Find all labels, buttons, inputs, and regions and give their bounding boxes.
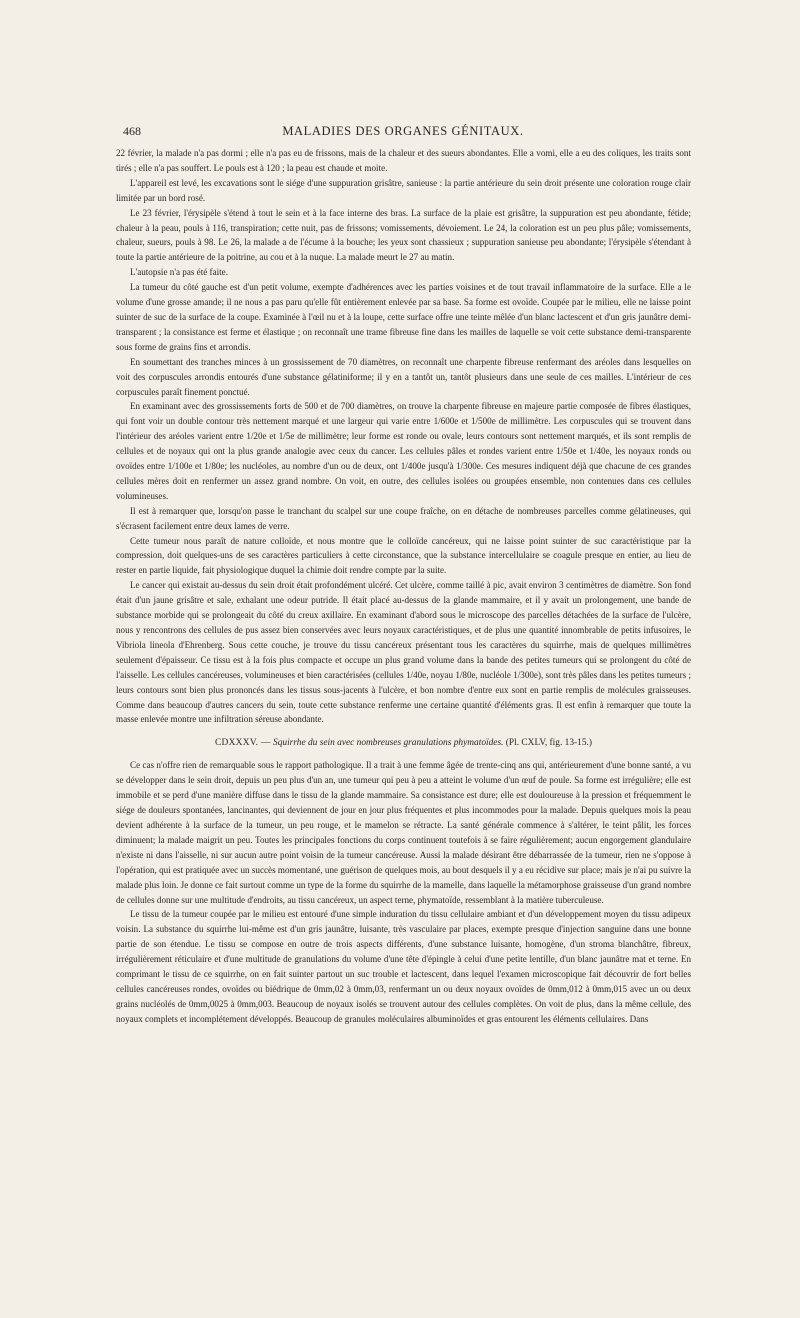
page-header <box>123 124 683 142</box>
section-reference: (Pl. CXLV, fig. 13-15.) <box>505 738 592 749</box>
paragraph: Le tissu de la tumeur coupée par le milieu est entouré d'une simple induration du tissu cellulaire ambiant et d'un développement moyen du tissu adipeux voisin. La substance du squirrhe lui-même est d'un gris jaunâtre, luisante, très vasculaire par places, exempte presque d'injection sanguine dans une bonne partie de son étendue. Le tissu se compose en outre de trois aspects différents, d'une substance luisante, homogène, d'un stroma blanchâtre, fibreux, irrégulièrement réticulaire et d'une multitude de granulations du volume d'une tête d'épingle à celui d'une petite lentille, d'un blanc jaunâtre mat et terne. En comprimant le tissu de ce squirrhe, on en fait suinter partout un suc trouble et lactescent, dans lequel l'examen microscopique fait découvrir de fort belles cellules cancéreuses rondes, ovoïdes ou biédrique de 0mm,02 à 0mm,03, renfermant un ou deux noyaux ovoïdes de 0mm,012 à 0mm,015 avec un ou deux grains nucléolés de 0mm,0025 à 0mm,003. Beaucoup de noyaux isolés se trouvent autour des cellules complètes. On voit de plus, dans la même cellule, des noyaux complets et incomplétement développés. Beaucoup de granules moléculaires albuminoïdes et gras entourent les éléments cellulaires. Dans <box>116 909 691 1024</box>
page-number: 468 <box>123 124 141 138</box>
paragraphs-after-section <box>116 758 691 1026</box>
text-body <box>116 146 691 1027</box>
paragraph: Il est à remarquer que, lorsqu'on passe le tranchant du scalpel sur une coupe fraîche, on en détache de nombreuses parcelles comme gélatineuses, qui s'écrasent facilement entre deux lames de verre. <box>116 505 691 531</box>
paragraph: Cette tumeur nous paraît de nature colloïde, et nous montre que le colloïde cancéreux, qui ne laisse point suinter de suc caractéristique par la compression, doit quelques-uns de ses caractères particuliers à cette circonstance, que la substance intercellulaire se coagule presque en entier, au lieu de rester en partie liquide, fait physiologique duquel la chimie doit rendre compte par la suite. <box>116 535 691 576</box>
paragraph: En soumettant des tranches minces à un grossissement de 70 diamètres, on reconnaît une charpente fibreuse renfermant des aréoles dans lesquelles on voit des corpuscules arrondis entourés d'une substance gélatiniforme; il y en a tantôt un, tantôt plusieurs dans une seule de ces mailles. L'intérieur de ces corpuscules paraît finement ponctué. <box>116 356 691 397</box>
paragraphs-before-section <box>116 146 691 727</box>
section-title: Squirrhe du sein avec nombreuses granulations phymatoïdes. <box>273 738 504 749</box>
paragraph: Ce cas n'offre rien de remarquable sous le rapport pathologique. Il a trait à une femme âgée de trente-cinq ans qui, antérieurement d'une bonne santé, a vu se développer dans le sein droit, depuis un peu plus d'un an, une tumeur qui peu à peu a atteint le volume d'un œuf de poule. Sa forme est irrégulière; elle est immobile et se perd d'une manière diffuse dans le tissu de la glande mammaire. Sa consistance est dure; elle est douloureuse à la pression et fréquemment le siége de douleurs spontanées, lancinantes, qui deviennent de jour en jour plus fréquentes et plus incommodes pour la malade. Depuis quelques mois la peau devient adhérente à la surface de la tumeur, un peu rouge, et le mamelon se rétracte. La santé générale commence à s'altérer, le teint pâlit, les forces diminuent; la malade maigrit un peu. Toutes les principales fonctions du corps continuent toutefois à se faire régulièrement; aucun engorgement glandulaire n'existe ni dans l'aisselle, ni sur aucun autre point voisin de la tumeur cancéreuse. Aussi la malade désirant être débarrassée de la tumeur, rien ne s'oppose à l'opération, qui est pratiquée avec un succès momentané, une guérison de quelques mois, au bout desquels il y a eu récidive sur place; mais je n'ai pu suivre la malade plus loin. Je donne ce fait surtout comme un type de la forme du squirrhe de la mamelle, dans laquelle la métamorphose graisseuse d'un grand nombre de cellules donne sur une multitude d'endroits, au tissu cancéreux, un aspect terne, phymatoïde, ressemblant à la matière tuberculeuse. <box>116 760 691 905</box>
paragraph: La tumeur du côté gauche est d'un petit volume, exempte d'adhérences avec les parties voisines et de tout travail inflammatoire de la surface. Elle a le volume d'une grosse amande; il ne nous a pas paru qu'elle fût entièrement enlevée par sa base. Sa forme est ovoïde. Coupée par le milieu, elle ne laisse point suinter de suc de la surface de la coupe. Examinée à l'œil nu et à la loupe, cette surface offre une teinte mêlée d'un blanc lactescent et d'un gris jaunâtre demi-transparent ; la consistance est ferme et élastique ; on reconnaît une trame fibreuse fine dans les mailles de laquelle se voit cette substance demi-transparente sous forme de grains fins et arrondis. <box>116 282 691 352</box>
paragraph: En examinant avec des grossissements forts de 500 et de 700 diamètres, on trouve la charpente fibreuse en majeure partie composée de fibres élastiques, qui font voir un double contour très nettement marqué et une largeur qui varie entre 1/600e et 1/500e de millimètre. Les corpuscules qui se trouvent dans l'intérieur des aréoles varient entre 1/20e et 1/5e de millimètre; leur forme est ronde ou ovale, leurs contours sont nettement marqués, et ils sont remplis de cellules et de noyaux qui ont la plus grande analogie avec ceux du cancer. Les cellules pâles et rondes varient entre 1/50e et 1/40e, les noyaux ronds ou ovoïdes entre 1/100e et 1/80e; les nucléoles, au nombre d'un ou de deux, ont 1/400e jusqu'à 1/300e. Ces mesures indiquent déjà que chacune de ces grandes cellules mères doit en renfermer un assez grand nombre. On voit, en outre, des cellules isolées ou groupées ensemble, non contenues dans ces cellules volumineuses. <box>116 401 691 501</box>
paragraph: L'autopsie n'a pas été faite. <box>130 267 228 278</box>
section-heading <box>116 736 691 750</box>
paragraph: L'appareil est levé, les excavations sont le siége d'une suppuration grisâtre, sanieuse : la partie antérieure du sein droit présente une coloration rouge clair limitée par un bord rosé. <box>116 177 691 203</box>
paragraph: 22 février, la malade n'a pas dormi ; elle n'a pas eu de frissons, mais de la chaleur et des sueurs abondantes. Elle a vomi, elle a eu des coliques, les traits sont tirés ; elle n'a pas souffert. Le pouls est à 120 ; la peau est chaude et moite. <box>116 148 691 173</box>
section-number: CDXXXV. — <box>214 738 271 749</box>
paragraph: Le 23 février, l'érysipèle s'étend à tout le sein et à la face interne des bras. La surface de la plaie est grisâtre, la suppuration est peu abondante, fétide; chaleur à la peau, pouls à 116, transpiration; cette nuit, pas de frissons; vomissements, dévoiement. Le 24, la coloration est un peu plus pâle; vomissements, chaleur, sueurs, pouls à 98. Le 26, la malade a de l'écume à la bouche; les yeux sont chassieux ; suppuration sanieuse peu abondante; l'érysipèle s'étendant à toute la partie antérieure de la poitrine, au cou et à la nuque. La malade meurt le 27 au matin. <box>116 207 691 263</box>
paragraph: Le cancer qui existait au-dessus du sein droit était profondément ulcéré. Cet ulcère, comme taillé à pic, avait environ 3 centimètres de diamètre. Son fond était d'un jaune grisâtre et sale, exhalant une odeur putride. Il était placé au-dessus de la glande mammaire, et il y avait un prolongement, une bande de substance morbide qui se prolongeait du côté du creux axillaire. En examinant d'abord sous le microscope des parcelles détachées de la surface de l'ulcère, nous y rencontrons des cellules de pus assez bien conservées avec leurs noyaux caractéristiques, et de plus une quantité innombrable de petits infusoires, le Vibriola lineola d'Ehrenberg. Sous cette couche, je trouve du tissu cancéreux présentant tous les caractères du squirrhe, mais de quelques millimètres seulement d'épaisseur. Ce tissu est à la fois plus compacte et occupe un plus grand volume dans la bande des petites tumeurs qui se prolongent du côté de l'aisselle. Les cellules cancéreuses, volumineuses et bien caractérisées (cellules 1/40e, noyau 1/80e, nucléole 1/300e), sont très pâles dans les petites tumeurs ; leurs contours sont bien plus prononcés dans les tissus sous-jacents à l'ulcère, et bon nombre d'entre eux sont en partie remplis de molécules graisseuses. Comme dans beaucoup d'autres cancers du sein, toute cette substance renferme une certaine quantité d'éléments gras. Il est enfin à remarquer que toute la masse enlevée montre une infiltration séreuse abondante. <box>116 580 691 725</box>
running-title: MALADIES DES ORGANES GÉNITAUX. <box>282 124 524 138</box>
